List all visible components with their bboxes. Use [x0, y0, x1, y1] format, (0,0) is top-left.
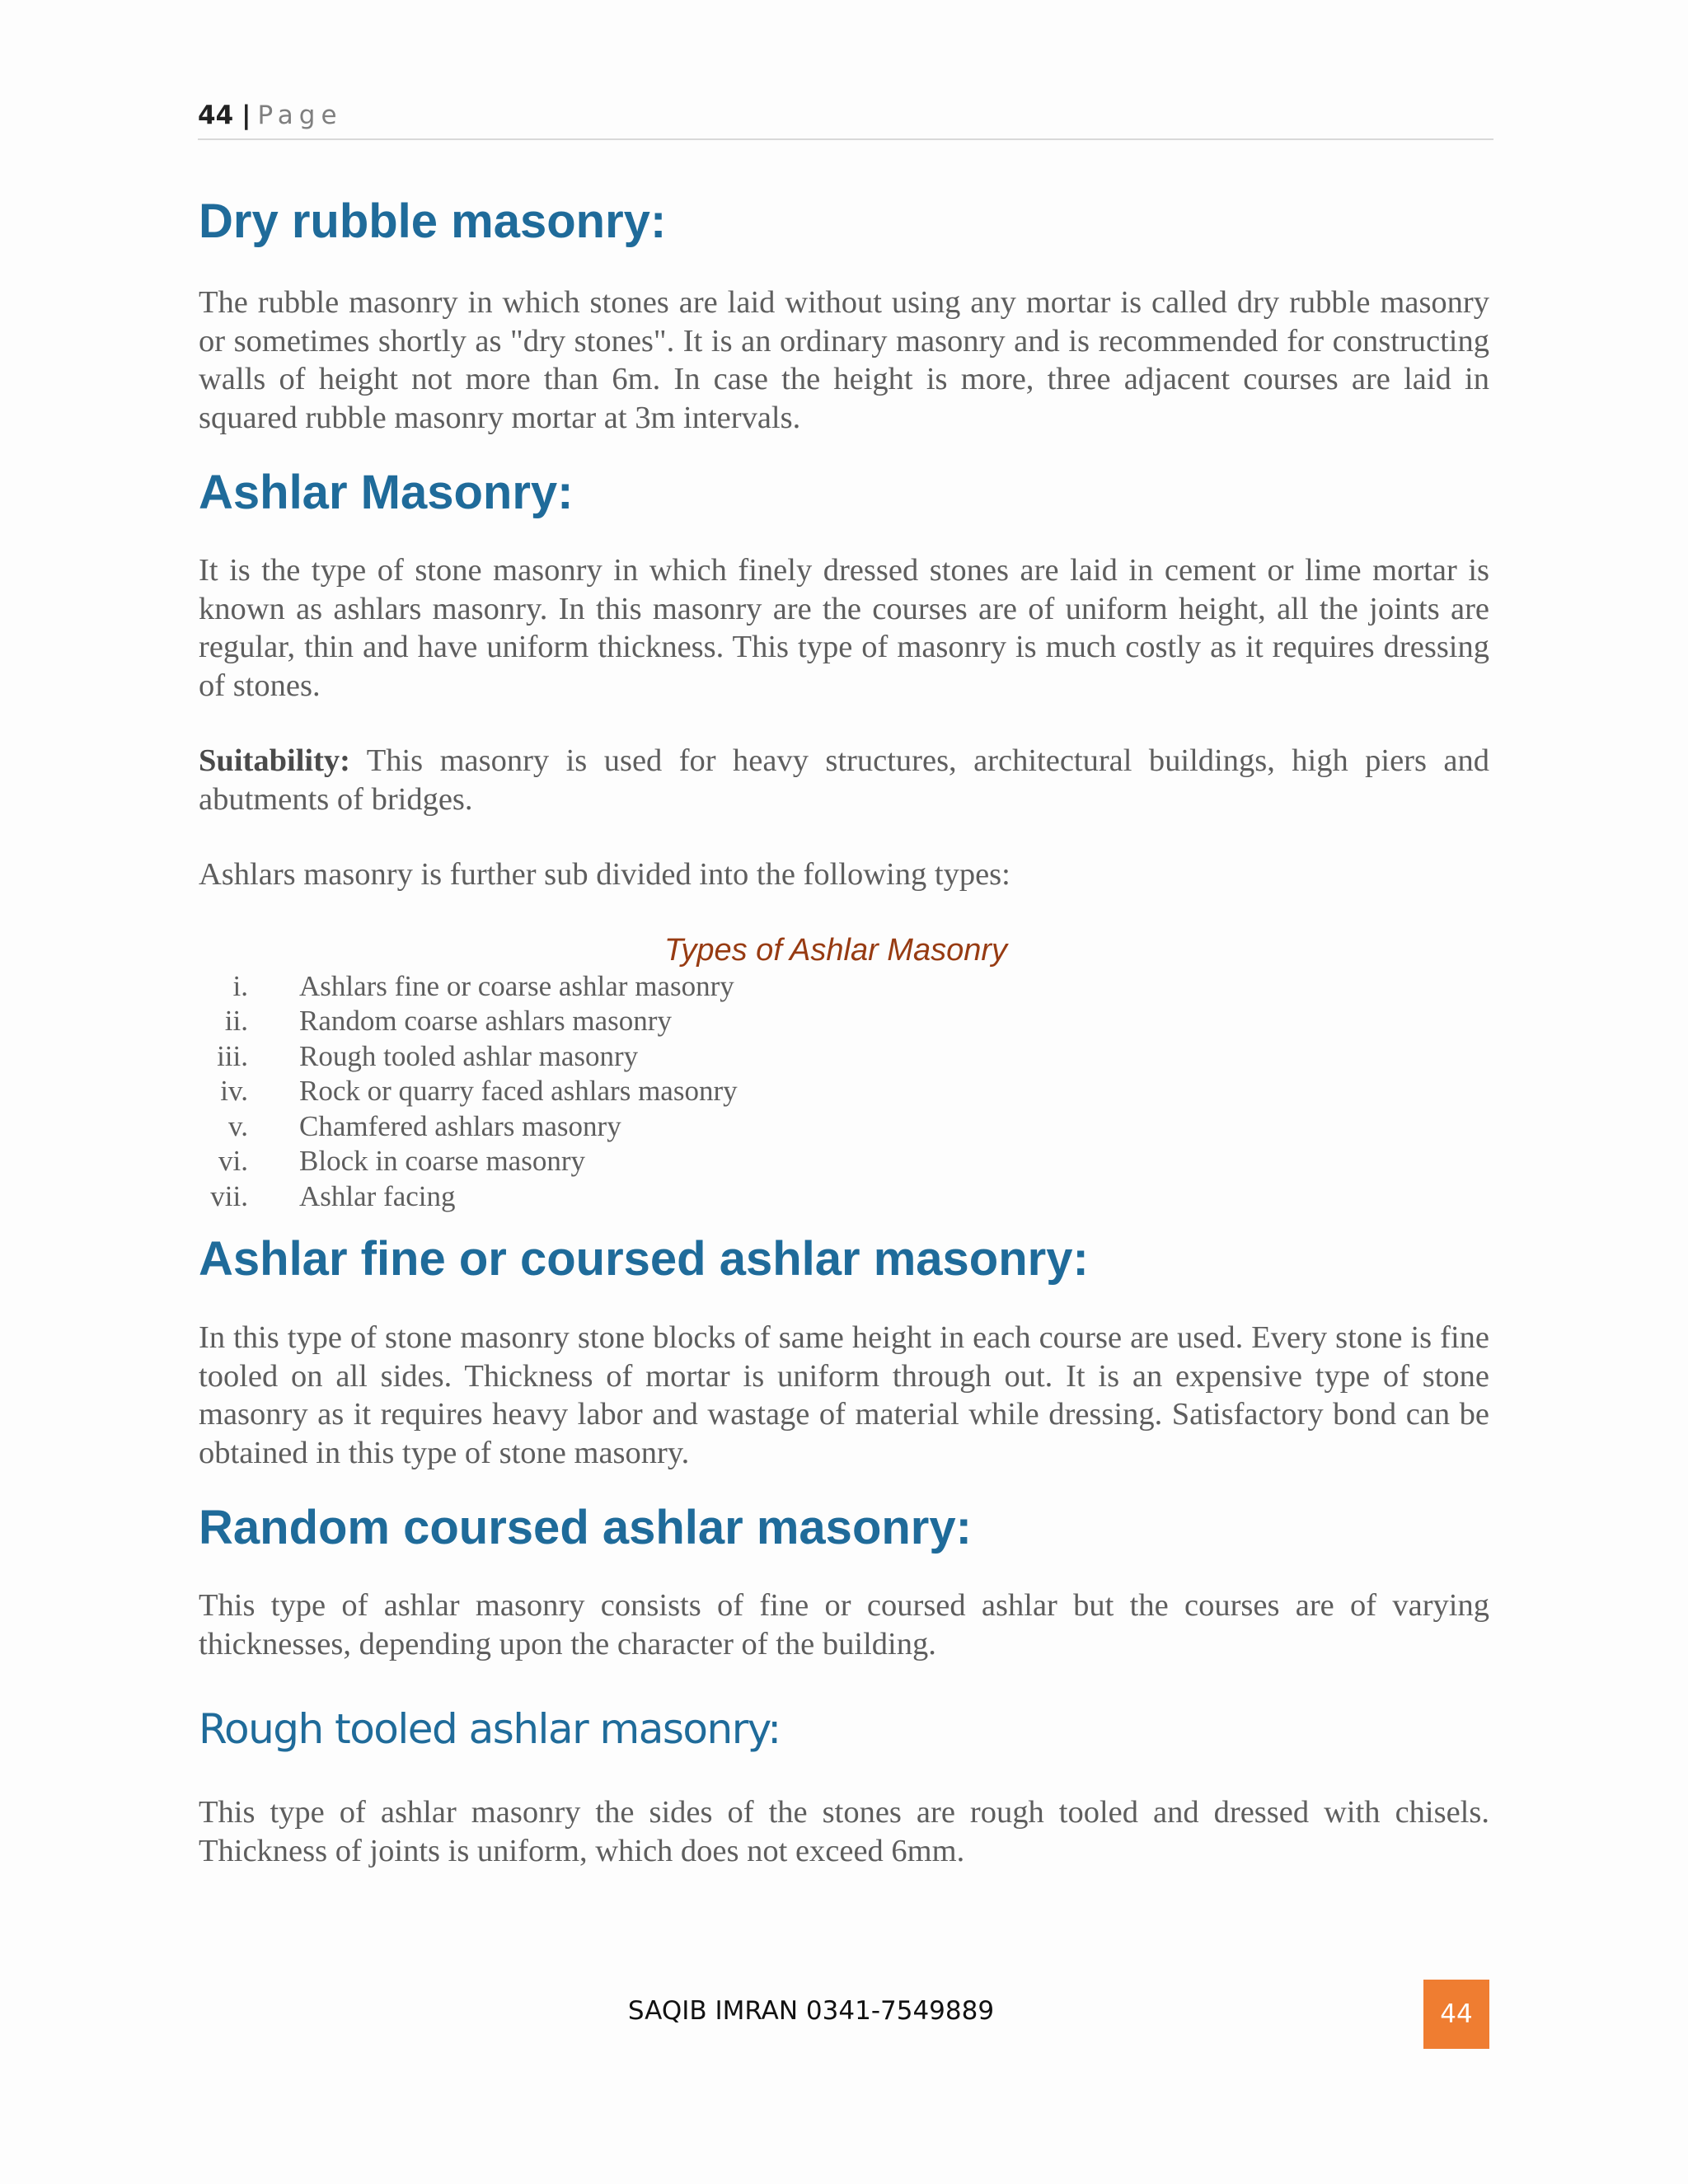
list-item [199, 1039, 1489, 1075]
types-list [199, 969, 1489, 1215]
paragraph-random-coursed: This type of ashlar masonry consists of fine or coursed ashlar but the courses are of varying thicknesses, depending upon the character of the building. [199, 1588, 1489, 1661]
list-marker: v. [228, 1109, 248, 1142]
footer-page-number-box: 44 [1423, 1980, 1489, 2049]
heading-random-coursed: Random coursed ashlar masonry: [199, 1501, 972, 1554]
list-item-label: Ashlars fine or coarse ashlar masonry [299, 969, 734, 1002]
list-item-label: Ashlar facing [299, 1179, 456, 1212]
paragraph-rough-tooled: This type of ashlar masonry the sides of the stones are rough tooled and dressed with chisels. Thickness of joints is uniform, which does not exceed 6mm. [199, 1795, 1489, 1868]
list-marker: i. [232, 969, 248, 1002]
header-page-label: Page [257, 101, 343, 130]
heading-dry-rubble: Dry rubble masonry: [199, 194, 667, 248]
list-item-label: Block in coarse masonry [299, 1145, 585, 1177]
list-item-label: Rock or quarry faced ashlars masonry [299, 1075, 738, 1107]
heading-ashlar-fine: Ashlar fine or coursed ashlar masonry: [199, 1232, 1089, 1286]
heading-rough-tooled: Rough tooled ashlar masonry: [199, 1705, 781, 1753]
list-marker: vi. [218, 1145, 248, 1177]
list-marker: iii. [217, 1039, 248, 1072]
header-page-number: 44 [198, 101, 234, 130]
suitability-label: Suitability: [199, 743, 350, 778]
list-item [199, 1004, 1489, 1039]
suitability-text: This masonry is used for heavy structures, architectural buildings, high piers and abutments of bridges. [199, 743, 1489, 817]
list-item [199, 1144, 1489, 1179]
list-item [199, 1074, 1489, 1109]
list-item [199, 1179, 1489, 1215]
header-separator: | [241, 101, 251, 130]
page-content [199, 190, 1489, 1870]
list-marker: iv. [220, 1075, 248, 1107]
paragraph-suitability [199, 742, 1489, 818]
list-marker: vii. [210, 1179, 248, 1212]
page-header [198, 101, 1493, 140]
paragraph-ashlar-masonry: It is the type of stone masonry in which finely dressed stones are laid in cement or lime mortar is known as ashlars masonry. In this masonry are the courses are of uniform height, all the joints are regular, thin and have uniform thickness. This type of masonry is much costly as it requires dressing of stones. [199, 553, 1489, 703]
paragraph-dry-rubble: The rubble masonry in which stones are laid without using any mortar is called dry rubble masonry or sometimes shortly as "dry stones". It is an ordinary masonry and is recommended for constructing walls of height not more than 6m. In case the height is more, three adjacent courses are laid in squared rubble masonry mortar at 3m intervals. [199, 285, 1489, 435]
list-marker: ii. [224, 1005, 248, 1037]
heading-ashlar-masonry: Ashlar Masonry: [199, 466, 574, 519]
list-item [199, 969, 1489, 1005]
footer-author: SAQIB IMRAN 0341-7549889 [627, 1996, 995, 2026]
list-item-label: Random coarse ashlars masonry [299, 1005, 672, 1037]
list-item-label: Chamfered ashlars masonry [299, 1109, 621, 1142]
list-item-label: Rough tooled ashlar masonry [299, 1039, 639, 1072]
paragraph-subdivided: Ashlars masonry is further sub divided into the following types: [199, 857, 1010, 892]
list-item [199, 1109, 1489, 1145]
paragraph-ashlar-fine: In this type of stone masonry stone blocks of same height in each course are used. Every stone is fine tooled on all sides. Thickness of mortar is uniform through out. It is an expensive type of stone masonry as it requires heavy labor and wastage of material while dressing. Satisfactory bond can be obtained in this type of stone masonry. [199, 1320, 1489, 1470]
types-caption: Types of Ashlar Masonry [663, 932, 1008, 968]
